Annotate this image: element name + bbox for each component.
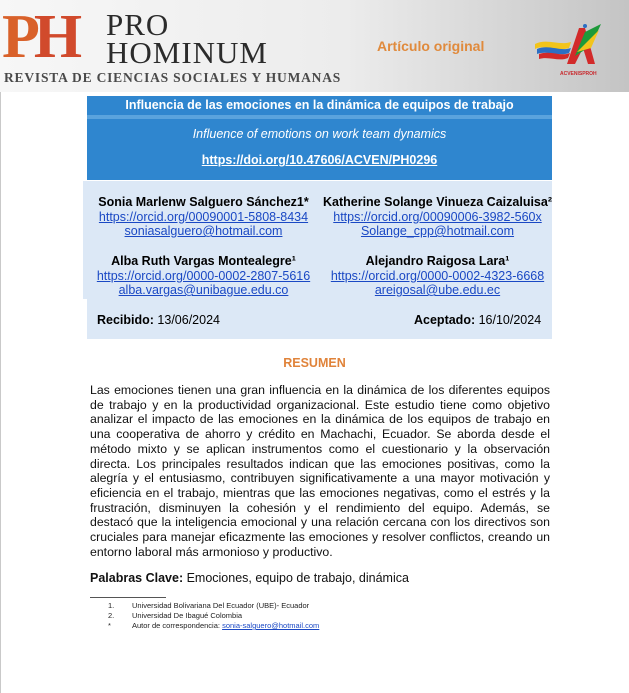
- keywords-label: Palabras Clave:: [90, 571, 184, 585]
- journal-logo-pro: PRO: [106, 7, 170, 42]
- accepted-value: 16/10/2024: [475, 313, 542, 327]
- title-divider: [87, 115, 552, 119]
- article-title-english: Influence of emotions on work team dynamics: [192, 127, 447, 141]
- received-label: Recibido:: [97, 313, 154, 327]
- author-3: [87, 254, 320, 298]
- footnote-item: [108, 611, 319, 621]
- email-link[interactable]: areigosal@ube.edu.ec: [374, 283, 501, 297]
- footnote-divider: [90, 597, 166, 598]
- correspondence-email-link[interactable]: sonia-salguero@hotmail.com: [222, 621, 320, 630]
- author-4: [320, 254, 555, 298]
- footnote-marker: *: [108, 621, 111, 630]
- footnote-text: Universidad De Ibagué Colombia: [132, 611, 243, 620]
- received-value: 13/06/2024: [153, 313, 220, 327]
- email-link[interactable]: alba.vargas@unibague.edu.co: [118, 283, 289, 297]
- page-left-border: [0, 92, 1, 693]
- abstract-text: Las emociones tienen una gran influencia en la dinámica de los diferentes equipos de trabajo y en la productividad organizacional. Este estudio tiene como objetivo analizar el impacto de las emociones en la dinámica de los equipos de trabajo en una cooperativa de ahorro y crédito en Machachi, Ecuador. Se aborda desde el método mixto y se aplican instrumentos como el cuestionario y la observación directa. Los principales resultados indican que las emociones positivas, como la alegría y el entusiasmo, contribuyen significativamente a una mayor motivación y eficiencia en el trabajo, mientras que las emociones negativas, como el estrés y la frustración, disminuyen la cohesión y el rendimiento del equipo. Además, se destacó que la inteligencia emocional y una relación cercana con los directivos son cruciales para manejar eficazmente las emociones y resolver conflictos, creando un entorno laboral más armonioso y productivo.: [90, 383, 550, 559]
- footnote-marker: 1.: [108, 601, 115, 610]
- orcid-link[interactable]: https://orcid.org/00090006-3982-560x: [333, 209, 542, 224]
- orcid-link[interactable]: https://orcid.org/0000-0002-2807-5616: [96, 268, 311, 283]
- email-link[interactable]: soniasalguero@hotmail.com: [124, 224, 283, 238]
- journal-logo-ph: PH: [2, 3, 77, 71]
- received-date: [97, 313, 220, 327]
- journal-header: [0, 0, 629, 92]
- footnote-marker: 2.: [108, 611, 115, 620]
- keywords: [90, 571, 409, 585]
- footnotes: [108, 601, 319, 631]
- title-block: [87, 96, 552, 180]
- orcid-link[interactable]: https://orcid.org/0000-0002-4323-6668: [330, 268, 545, 283]
- orcid-link[interactable]: https://orcid.org/00090001-5808-8434: [98, 209, 309, 224]
- author-name: Alejandro Raigosa Lara¹: [365, 254, 510, 268]
- author-name: Sonia Marlenw Salguero Sánchez1*: [98, 195, 309, 209]
- publisher-logo-label: ACVENISPROH: [560, 71, 597, 77]
- journal-subtitle: REVISTA DE CIENCIAS SOCIALES Y HUMANAS: [4, 70, 342, 85]
- footnote-text: Autor de correspondencia:: [132, 621, 223, 630]
- email-link[interactable]: Solange_cpp@hotmail.com: [360, 224, 515, 238]
- author-name: Katherine Solange Vinueza Caizaluisa²: [322, 195, 552, 209]
- accepted-date: [414, 313, 541, 327]
- abstract-heading: RESUMEN: [283, 356, 346, 370]
- keywords-value: Emociones, equipo de trabajo, dinámica: [183, 571, 409, 585]
- accepted-label: Aceptado:: [414, 313, 476, 327]
- publisher-logo-icon: [533, 22, 603, 72]
- author-1: [87, 195, 320, 239]
- journal-logo-hominum: HOMINUM: [106, 35, 268, 70]
- author-name: Alba Ruth Vargas Montealegre¹: [111, 254, 296, 268]
- article-type-label: Artículo original: [377, 38, 485, 54]
- footnote-item: [108, 621, 319, 631]
- footnote-text: Universidad Bolivariana Del Ecuador (UBE)- Ecuador: [132, 601, 310, 610]
- footnote-item: [108, 601, 319, 611]
- doi-link[interactable]: https://doi.org/10.47606/ACVEN/PH0296: [201, 153, 438, 167]
- author-2: [320, 195, 555, 239]
- article-title-spanish: Influencia de las emociones en la dinámica de equipos de trabajo: [125, 98, 514, 112]
